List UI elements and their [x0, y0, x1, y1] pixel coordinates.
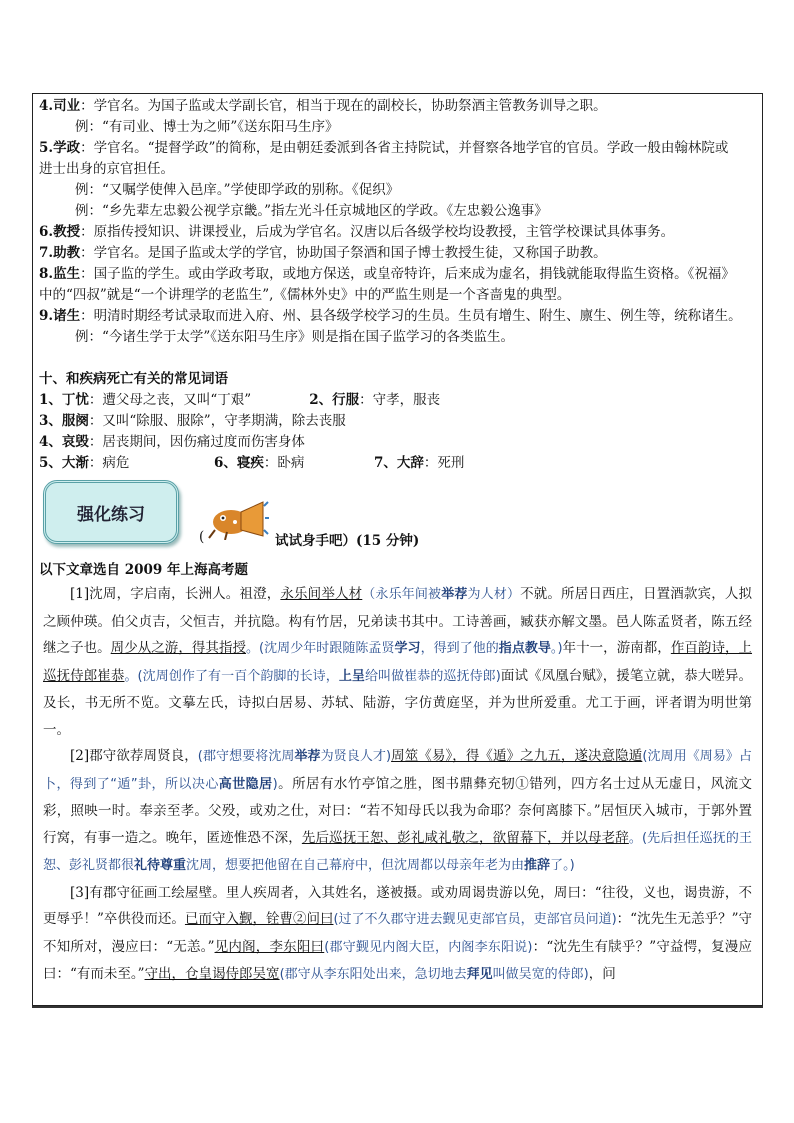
entry-term: 9.: [39, 308, 54, 324]
text: 面试《凤凰台赋》，援笔立就，恭大嗟异。及长，书无所不览。文摹左氏，诗拟白居易、苏轼、陆游，字仿黄庭坚，并为世所爱重。尤工于画，评者谓为明世第一。: [43, 667, 752, 738]
translation: 。(先后担任巡抚的王恕、彭礼贤都很礼待尊重沈周，想要把他留在自己幕府中，但沈周都以母亲年老为由推辞了。): [43, 830, 753, 873]
translation: （永乐年间被举荐为人材）: [362, 587, 521, 602]
translation: 。(沈周创作了有一百个韵脚的长诗，上呈给叫做崔恭的巡抚侍郎): [124, 668, 501, 684]
section-title: 十、和疾病死亡有关的常见词语: [39, 371, 228, 387]
key-sentence: 见内阁，李东阳曰: [214, 938, 325, 955]
key-sentence: 已而守入觐，铨曹②问曰: [184, 911, 334, 927]
entry-desc: ：明清时期经考试录取而进入府、州、县各级学校学习的生员。生员有增生、附生、廪生、例生等，统称诸生。: [80, 308, 742, 324]
entry-desc: ：学官名。“提督学政”的简称，是由朝廷委派到各省主持院试，并督察各地学官的官员。学政一般由翰林院或: [80, 140, 729, 156]
practice-badge: 强化练习: [43, 480, 179, 544]
term-desc: ：卧病: [263, 455, 305, 471]
entry-desc: ：学官名。为国子监或太学副长官，相当于现在的副校长，协助祭酒主管教务训导之职。: [80, 98, 607, 114]
text: [2]郡守欲荐周贤良，: [70, 748, 198, 764]
official-entry: [39, 306, 756, 327]
term-desc: ：守孝，服丧: [359, 392, 441, 408]
frame-bottom-rule: [32, 1006, 763, 1008]
entry-term: 8.: [39, 266, 54, 282]
text: ：“沈先生无恙乎？”守不知所对，漫应曰：“无恙。”: [43, 911, 753, 955]
entry-desc: ：学官名。是国子监或太学的学官，协助国子祭酒和国子博士教授生徒，又称国子助教。: [80, 245, 607, 261]
term: 1、丁忧: [39, 392, 89, 408]
term-row: [39, 453, 756, 474]
document-frame: [32, 93, 763, 1006]
text: [3]有郡守征画工绘屋壁。里人疾周者，入其姓名，遂被摄。或劝周谒贵游以免，周曰：“往役，义也，谒贵游，不更辱乎！”卒供役而还。: [43, 884, 752, 927]
paren-open: (: [199, 529, 205, 545]
practice-banner: [39, 474, 756, 560]
entry-continuation: 中的“四叔”就是“一个讲理学的老监生”,《儒林外史》中的严监生则是一个吝啬鬼的典型。: [39, 287, 571, 303]
passage-para-3: [43, 880, 752, 989]
text: 不就。所居日西庄，日置酒款宾，人拟之顾仲瑛。伯父贞吉，父恒吉，并抗隐。构有竹居，兄弟读书其中。工诗善画，臧获亦解文墨。邑人陈孟贤者，陈五经继之子也。: [43, 586, 753, 656]
term-desc: ：病危: [88, 455, 130, 471]
term: 4、哀毁: [39, 434, 89, 450]
text: 年十一，游南都，: [562, 640, 671, 656]
term-row: [39, 411, 756, 432]
term: 7、大辞: [374, 455, 424, 471]
key-sentence: 守出，仓皇谒侍郎吴宽: [144, 966, 280, 982]
translation: (郡守觐见内阁大臣，内阁李东阳说): [324, 939, 533, 955]
key-sentence: 永乐间举人材: [280, 586, 363, 602]
megaphone-mascot-icon: [205, 496, 269, 540]
passage-para-1: [43, 581, 752, 743]
entry-term: 7.: [39, 245, 54, 261]
entry-term: 6.: [39, 224, 54, 240]
term-desc: ：死刑: [423, 455, 465, 471]
key-sentence: 先后巡抚王恕、彭礼咸礼敬之，欲留幕下，并以母老辞: [301, 829, 629, 846]
entry-desc: ：国子监的学生。或由学政考取，或地方保送，或皇帝特许，后来成为虚名，捐钱就能取得监生资格。《祝福》: [80, 266, 735, 282]
official-entry: [39, 96, 756, 117]
official-entry: [39, 138, 756, 159]
term: 6、寝疾: [214, 455, 264, 471]
key-sentence: 周筮《易》，得《遁》之九五，遂决意隐遁: [391, 748, 643, 764]
translation: (过了不久郡守进去觐见吏部官员，吏部官员问道): [333, 912, 617, 927]
entry-term: 5.: [39, 140, 54, 156]
translation: (郡守想要将沈周举荐为贤良人才): [197, 749, 392, 764]
official-entry: [39, 243, 756, 264]
entry-example: 例：“又嘱学使俾入邑庠。”学使即学政的别称。《促织》: [75, 182, 400, 198]
text: 。所居有水竹亭馆之胜，图书鼎彝充牣①错列，四方名士过从无虚日，风流文彩，照映一时。奉亲至孝。父殁，或劝之仕，对曰：“若不知母氏以我为命耶？奈何离膝下。”居恒厌入城市，于郭外置行窝，有事一造之。晚年，匿迹惟恐不深，: [43, 775, 752, 846]
official-entry: [39, 264, 756, 285]
translation: (沈周用《周易》占卜，得到了“遁”卦，所以决心高世隐居): [43, 749, 752, 792]
key-sentence: 周少从之游，得其指授: [110, 640, 247, 656]
term: 3、服阕: [39, 413, 89, 429]
officials-list: [39, 96, 756, 348]
translation: 。(沈周少年时跟随陈孟贤学习，得到了他的指点教导。): [246, 641, 563, 656]
entry-example: 例：“今诸生学于太学”《送东阳马生序》则是指在国子监学习的各类监生。: [75, 329, 515, 345]
source-note: 以下文章选自 2009 年上海高考题: [39, 562, 248, 578]
text: ：“沈先生有牍乎？”守益愕，复漫应曰：“有而未至。”: [43, 938, 752, 982]
term-row: [39, 432, 756, 453]
term: 5、大渐: [39, 455, 89, 471]
entry-term: 司业: [53, 98, 81, 114]
official-entry: [39, 222, 756, 243]
spacer: [39, 348, 756, 369]
entry-term: 教授: [53, 224, 81, 240]
text: [1]沈周，字启南，长洲人。祖澄，: [70, 586, 281, 602]
term-row: [39, 390, 756, 411]
entry-example: 例：“有司业、博士为之师”《送东阳马生序》: [75, 119, 339, 135]
term-desc: ：又叫“除服、服除”，守孝期满，除去丧服: [88, 413, 346, 429]
term-desc: ：居丧期间，因伤痛过度而伤害身体: [88, 434, 305, 450]
term-desc: ：遭父母之丧，又叫“丁艰”: [88, 392, 252, 408]
translation: (郡守从李东阳处出来，急切地去拜见叫做吴宽的侍郎): [279, 967, 589, 982]
entry-term: 学政: [53, 140, 81, 156]
term: 2、行服: [309, 392, 360, 408]
passage-para-2: [43, 743, 752, 880]
text: ，问: [588, 966, 616, 982]
entry-term: 诸生: [53, 308, 81, 324]
entry-term: 监生: [53, 266, 81, 282]
entry-desc: ：原指传授知识、讲课授业，后成为学官名。汉唐以后各级学校均设教授，主管学校课试具体事务。: [80, 224, 675, 240]
key-sentence: 作百韵诗，上巡抚侍郎崔恭: [43, 640, 753, 684]
entry-example: 例：“乡先辈左忠毅公视学京畿。”指左光斗任京城地区的学政。《左忠毅公逸事》: [75, 203, 548, 219]
entry-continuation: 进士出身的京官担任。: [39, 161, 174, 177]
entry-term: 4.: [39, 98, 54, 114]
entry-term: 助教: [53, 245, 81, 261]
try-label: 试试身手吧）(15 分钟): [275, 533, 420, 549]
